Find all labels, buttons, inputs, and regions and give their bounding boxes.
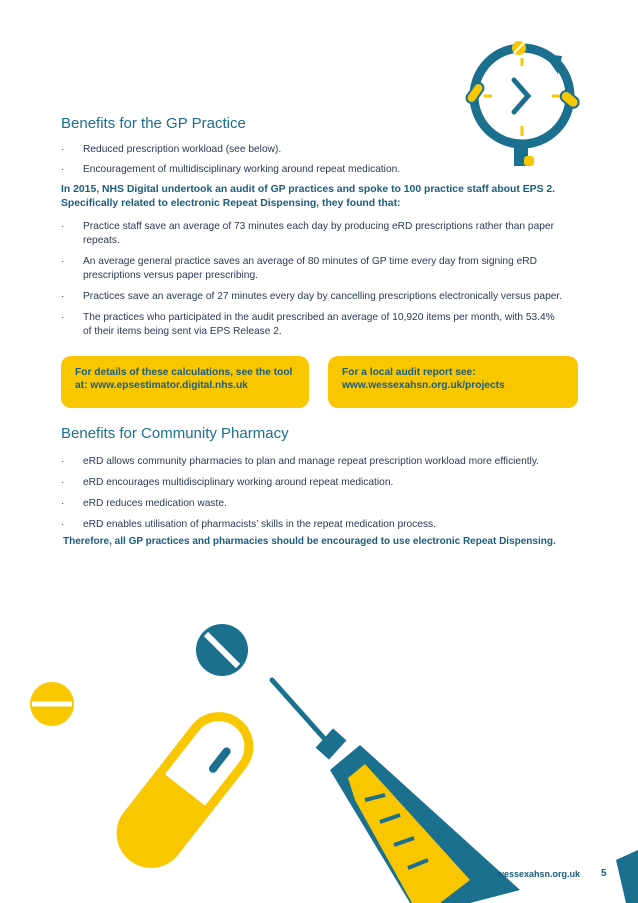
audit-intro: In 2015, NHS Digital undertook an audit of GP practices and spoke to 100 practice staff about EPS 2. Specifically related to electronic Repeat Dispensing, they found that: [61, 184, 556, 209]
pharmacy-section-heading: Benefits for Community Pharmacy [61, 425, 289, 442]
yellow-pill-icon [30, 682, 74, 726]
list-item: · eRD enables utilisation of pharmacists’ skills in the repeat medication process. [61, 519, 436, 530]
medicine-illustration [0, 620, 638, 903]
corner-decoration [616, 850, 638, 903]
clock-hands [514, 80, 528, 112]
page-number: 5 [601, 868, 607, 879]
list-item: · Reduced prescription workload (see below). [61, 144, 282, 155]
list-item: · Practice staff save an average of 73 minutes each day by producing eRD prescriptions rather than paper repeats. [61, 221, 554, 246]
list-item: · The practices who participated in the audit prescribed an average of 10,920 items per month, with 53.4% of their items being sent via EPS Release 2. [61, 312, 555, 337]
callout-audit-report: For a local audit report see: www.wessexahsn.org.uk/projects [328, 356, 578, 408]
list-item: · Encouragement of multidisciplinary working around repeat medication. [61, 164, 401, 175]
footer-url[interactable]: wessexahsn.org.uk [497, 869, 581, 879]
pharmacy-benefits-list [61, 455, 581, 532]
list-item: · Practices save an average of 27 minutes every day by cancelling prescriptions electronically versus paper. [61, 291, 563, 302]
list-item: · eRD reduces medication waste. [61, 498, 227, 509]
gp-section-heading: Benefits for the GP Practice [61, 115, 246, 132]
list-item: · eRD allows community pharmacies to plan and manage repeat prescription workload more efficiently. [61, 456, 540, 467]
conclusion-text: Therefore, all GP practices and pharmacies should be encouraged to use electronic Repeat Dispensing. [63, 536, 556, 547]
capsule-icon [465, 81, 486, 105]
capsule-icon-right [558, 89, 580, 110]
list-item: · eRD encourages multidisciplinary working around repeat medication. [61, 477, 394, 488]
syringe-illustration [272, 680, 520, 903]
gp-benefits-list [61, 143, 561, 177]
estimator-link[interactable]: at: www.epsestimator.digital.nhs.uk [75, 380, 248, 391]
projects-link[interactable]: www.wessexahsn.org.uk/projects [342, 380, 505, 391]
list-item: · An average general practice saves an average of 80 minutes of GP time every day from signing eRD prescriptions versus paper prescribing. [61, 256, 537, 281]
audit-findings-list [61, 220, 566, 339]
capsule-illustration [109, 705, 261, 876]
round-pill-icon [196, 624, 248, 676]
callout-calculations: For details of these calculations, see the tool at: www.epsestimator.digital.nhs.uk [61, 356, 309, 408]
